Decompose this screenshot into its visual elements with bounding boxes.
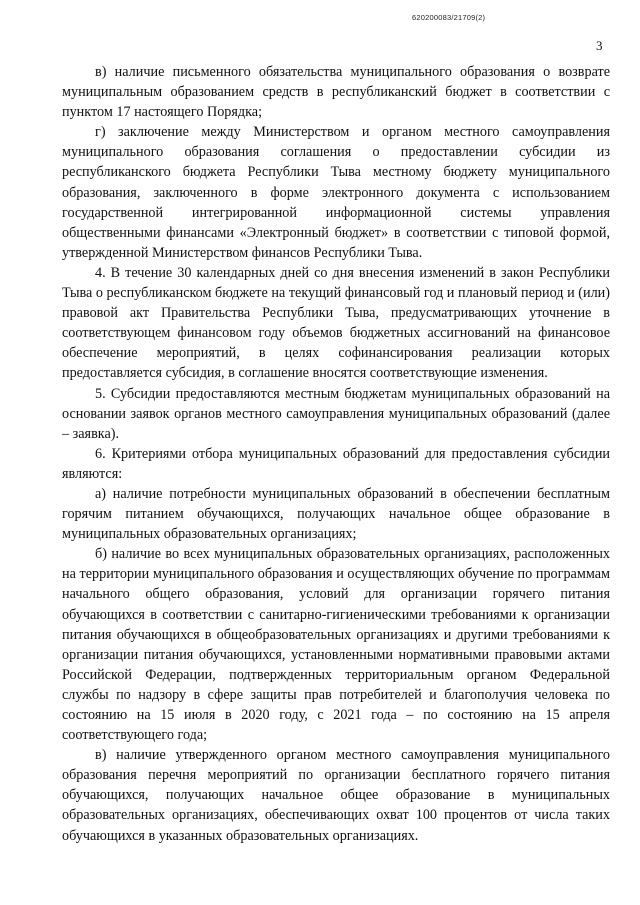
paragraph-item-4-amendments: 4. В течение 30 календарных дней со дня внесения изменений в закон Республики Тыва о республиканском бюджете на текущий финансовый год и плановый период и (или) правовой акт Правительства Республики Тыва, предусматривающих уточнение в соответствующем финансовом году объемов бюджетных ассигнований на финансовое обеспечение мероприятий, в целях софинансирования реализации которых предоставляется субсидия, в соглашение вносятся соответствующие изменения. xyxy=(62,264,610,382)
paragraph-subitem-v-refund-obligation: в) наличие письменного обязательства муниципального образования о возврате муниципальным образованием средств в республиканский бюджет в соответствии с пунктом 17 настоящего Порядка; xyxy=(62,64,610,121)
page-number: 3 xyxy=(596,38,603,53)
document-registration-number: 620200083/21709(2) xyxy=(412,13,486,22)
document-body xyxy=(62,62,610,846)
paragraph-item-5-applications: 5. Субсидии предоставляются местным бюджетам муниципальных образований на основании заявок органов местного самоуправления муниципальных образований (далее – заявка). xyxy=(62,385,610,442)
paragraph-item-6-selection-criteria: 6. Критериями отбора муниципальных образований для предоставления субсидии являются: xyxy=(62,445,610,482)
paragraph-criterion-v: в) наличие утвержденного органом местного самоуправления муниципального образования перечня мероприятий по организации бесплатного горячего питания обучающихся, получающих начальное общее образование в муниципальных образовательных организациях, обеспечивающих охват 100 процентов от числа таких обучающихся в указанных образовательных организациях. xyxy=(62,747,610,844)
paragraph-subitem-g-agreement: г) заключение между Министерством и органом местного самоуправления муниципального образования соглашения о предоставлении субсидии из республиканского бюджета Республики Тыва местному бюджету муниципального образования, заключенного в форме электронного документа с использованием государственной интегрированной информационной системы управления общественными финансами «Электронный бюджет» в соответствии с типовой формой, утвержденной Министерством финансов Республики Тыва. xyxy=(62,124,610,261)
paragraph-criterion-a: а) наличие потребности муниципальных образований в обеспечении бесплатным горячим питанием обучающихся, получающих начальное общее образование в муниципальных образовательных организациях; xyxy=(62,485,610,543)
paragraph-criterion-b: б) наличие во всех муниципальных образовательных организациях, расположенных на территории муниципального образования и осуществляющих обучение по программам начального общего образования, условий для организации горячего питания обучающихся в соответствии с санитарно-гигиеническими требованиями к организации питания обучающихся в общеобразовательных организациях и другими требованиями к организации питания обучающихся, установленными нормативными правовыми актами Российской Федерации, подтвержденных территориальным органом Федеральной службы по надзору в сфере защиты прав потребителей и благополучия человека по состоянию на 15 июля в 2020 году, с 2021 года – по состоянию на 15 апреля соответствующего года; xyxy=(62,546,610,744)
